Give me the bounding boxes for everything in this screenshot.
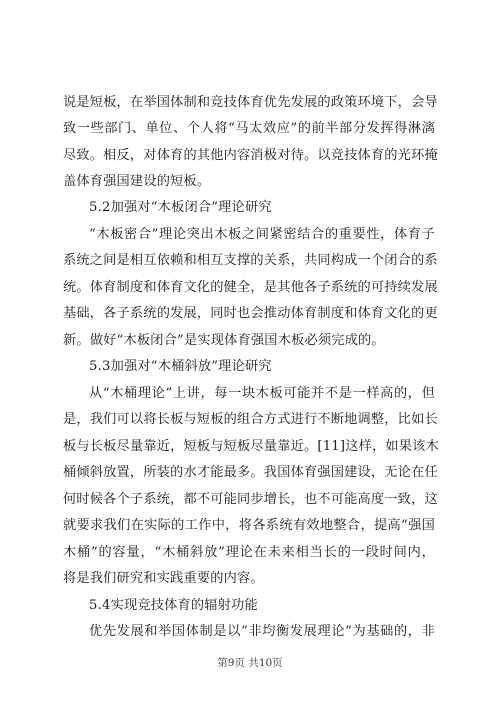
body-text-line: 优先发展和举国体制是以“非均衡发展理论”为基础的，非	[89, 624, 435, 639]
body-text-line: 板与长板尽量靠近，短板与短板尽量靠近。[11]这样，如果该木	[63, 439, 439, 454]
body-text-line: 桶倾斜放置，所装的水才能最多。我国体育强国建设，无论在任	[63, 465, 438, 480]
body-text-line: 说是短板，在举国体制和竞技体育优先发展的政策环境下，会导	[63, 95, 438, 110]
page-footer: 第9页 共10页	[217, 657, 283, 669]
body-text-line: 统。体育制度和体育文化的健全，是其他各子系统的可持续发展	[63, 280, 438, 295]
body-text-line: 从“木桶理论”上讲，每一块木板可能并不是一样高的，但	[89, 386, 435, 401]
section-heading: 5.2加强对“木板闭合”理论研究	[89, 200, 272, 215]
body-text-line: 致一些部门、单位、个人将“马太效应”的前半部分发挥得淋漓	[63, 121, 435, 136]
body-text-line: 尽致。相反，对体育的其他内容消极对待。以竞技体育的光环掩	[63, 148, 438, 163]
body-text-line: 将是我们研究和实践重要的内容。	[63, 571, 264, 586]
section-heading: 5.3加强对“木桶斜放”理论研究	[89, 359, 272, 374]
body-text-line: 盖体育强国建设的短板。	[63, 174, 211, 189]
body-text-line: 就要求我们在实际的工作中，将各系统有效地整合，提高“强国	[63, 518, 435, 533]
section-heading: 5.4实现竞技体育的辐射功能	[89, 598, 258, 613]
body-text-line: 系统之间是相互依赖和相互支撑的关系，共同构成一个闭合的系	[63, 253, 438, 268]
body-text-line: 何时候各个子系统，都不可能同步增长，也不可能高度一致，这	[63, 492, 438, 507]
body-text-line: 新。做好“木板闭合”是实现体育强国木板必须完成的。	[63, 333, 385, 348]
body-text-line: 基础，各子系统的发展，同时也会推动体育制度和体育文化的更	[63, 306, 438, 321]
body-text-line: 木桶”的容量，“木桶斜放”理论在未来相当长的一段时间内，	[63, 545, 435, 560]
body-text-line: 是，我们可以将长板与短板的组合方式进行不断地调整，比如长	[63, 412, 438, 427]
body-text-line: “木板密合”理论突出木板之间紧密结合的重要性，体育子	[89, 227, 435, 242]
